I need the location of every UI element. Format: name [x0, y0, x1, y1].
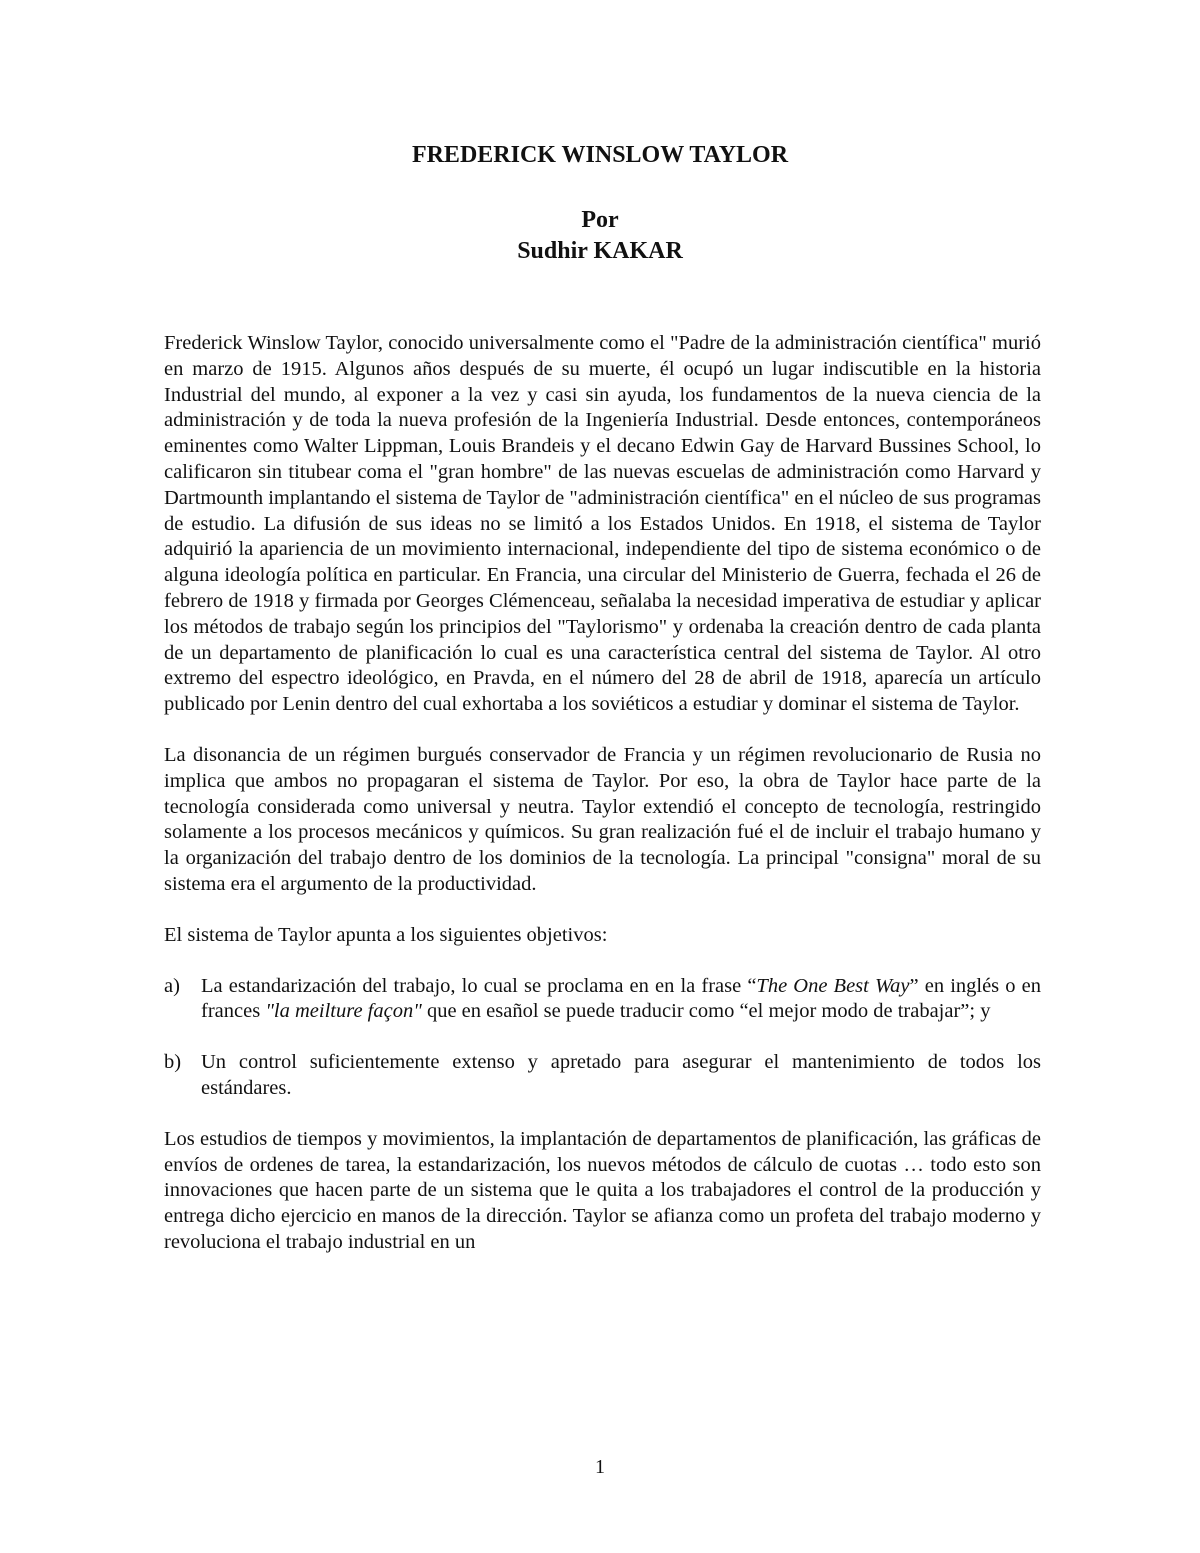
- list-item-text: [201, 974, 1041, 1026]
- byline-author: Sudhir KAKAR: [517, 238, 683, 264]
- list-item-a: [164, 974, 1041, 1026]
- paragraph-1: Frederick Winslow Taylor, conocido universalmente como el "Padre de la administración científica" murió en marzo de 1915. Algunos años después de su muerte, él ocupó un lugar indiscutible en la historia Industrial del mundo, al exponer a la vez y casi sin ayuda, los fundamentos de la nueva ciencia de la administración y de toda la nueva profesión de la Ingeniería Industrial. Desde entonces, contemporáneos eminentes como Walter Lippman, Louis Brandeis y el decano Edwin Gay de Harvard Bussines School, lo calificaron sin titubear coma el "gran hombre" de las nuevas escuelas de administración como Harvard y Dartmounth implantando el sistema de Taylor de "administración científica" en el núcleo de sus programas de estudio. La difusión de sus ideas no se limitó a los Estados Unidos. En 1918, el sistema de Taylor adquirió la apariencia de un movimiento internacional, independiente del tipo de sistema económico o de alguna ideología política en particular. En Francia, una circular del Ministerio de Guerra, fechada el 26 de febrero de 1918 y firmada por Georges Clémenceau, señalaba la necesidad imperativa de estudiar y aplicar los métodos de trabajo según los principios del "Taylorismo" y ordenaba la creación dentro de cada planta de un departamento de planificación lo cual es una característica central del sistema de Taylor. Al otro extremo del espectro ideológico, en Pravda, en el número del 28 de abril de 1918, aparecía un artículo publicado por Lenin dentro del cual exhortaba a los soviéticos a estudiar y dominar el sistema de Taylor.: [164, 332, 1041, 716]
- list-marker: b): [164, 1051, 182, 1074]
- list-item-text: Un control suficientemente extenso y apretado para asegurar el mantenimiento de todos los estándares.: [201, 1051, 1041, 1099]
- italic-phrase-english: The One Best Way: [756, 974, 910, 997]
- list-item-b: [164, 1050, 1041, 1102]
- byline: [0, 205, 1200, 267]
- paragraph-3: El sistema de Taylor apunta a los siguientes objetivos:: [164, 923, 608, 946]
- list-text-segment: que en esañol se puede traducir como “el mejor modo de trabajar”; y: [421, 1000, 991, 1023]
- document-title: FREDERICK WINSLOW TAYLOR: [411, 142, 789, 168]
- byline-prefix: Por: [581, 207, 619, 233]
- list-marker: a): [164, 974, 180, 997]
- paragraph-closing: Los estudios de tiempos y movimientos, la implantación de departamentos de planificación, las gráficas de envíos de ordenes de tarea, la estandarización, los nuevos métodos de cálculo de cuotas … todo esto son innovaciones que hacen parte de un sistema que le quita a los trabajadores el control de la producción y entrega dicho ejercicio en manos de la dirección. Taylor se afianza como un profeta del trabajo moderno y revoluciona el trabajo industrial en un: [164, 1127, 1041, 1253]
- document-body: [164, 331, 1041, 1256]
- list-text-segment: La estandarización del trabajo, lo cual se proclama en en la frase “: [201, 974, 757, 997]
- paragraph-2: La disonancia de un régimen burgués conservador de Francia y un régimen revolucionario de Rusia no implica que ambos no propagaran el sistema de Taylor. Por eso, la obra de Taylor hace parte de la tecnología considerada como universal y neutra. Taylor extendió el concepto de tecnología, restringido solamente a los procesos mecánicos y químicos. Su gran realización fué el de incluir el trabajo humano y la organización del trabajo dentro de los dominios de la tecnología. La principal "consigna" moral de su sistema era el argumento de la productividad.: [164, 743, 1041, 895]
- list-text-segment: ” en inglés o en frances: [201, 974, 1041, 1023]
- page-number: 1: [595, 1456, 605, 1478]
- italic-phrase-french: "la meilture façon": [265, 1000, 422, 1023]
